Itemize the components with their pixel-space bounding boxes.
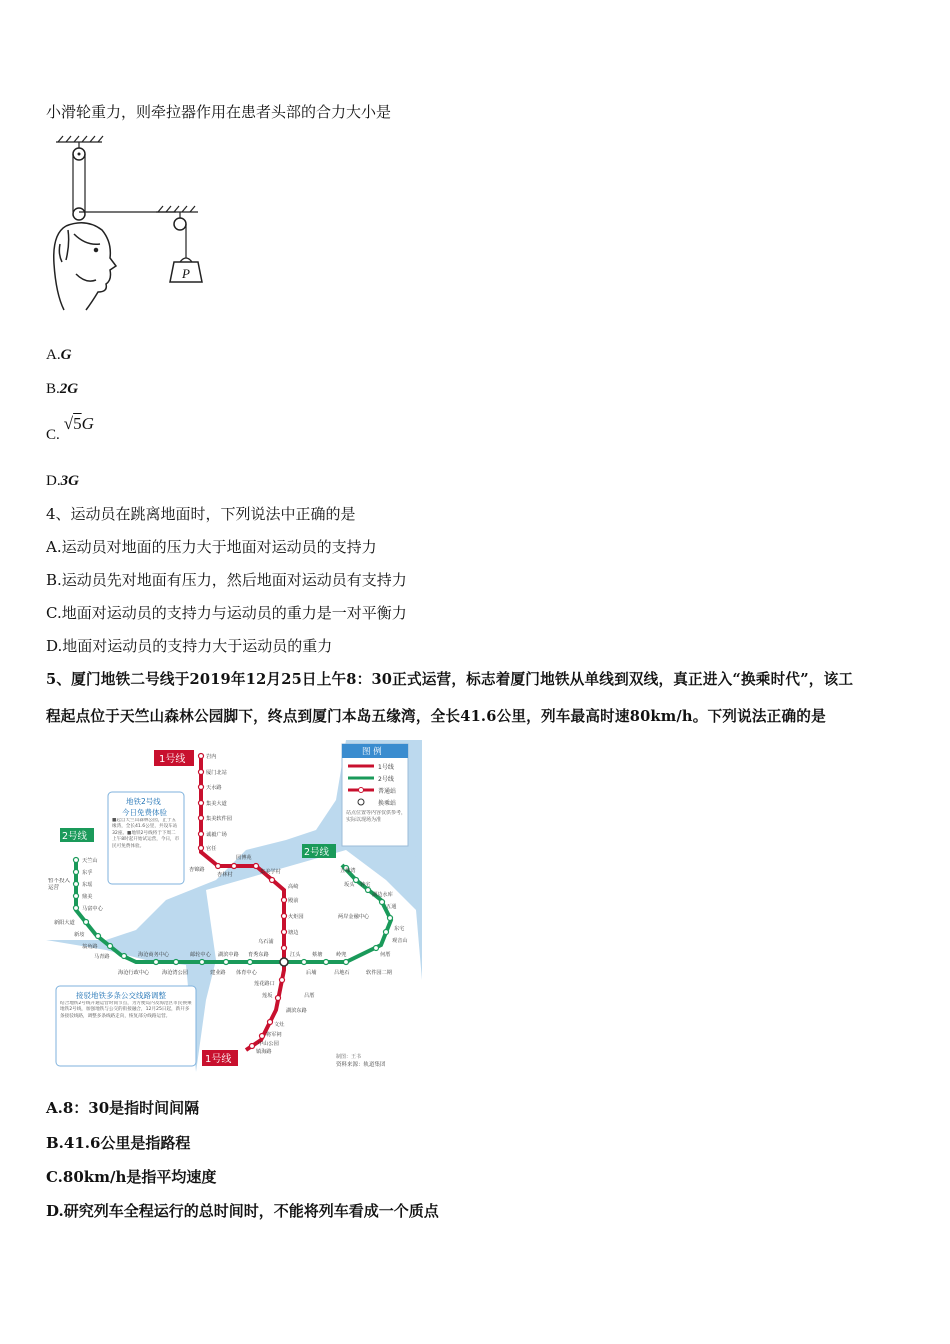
option-letter: D. [46,473,61,489]
station-label: 五缘湾 [340,868,356,874]
legend-title: 图 例 [362,747,382,757]
ceiling-support [56,136,103,148]
q5-option-d[interactable]: D.研究列车全程运行的总时间时，不能将列车看成一个质点 [46,1202,439,1220]
sqrt-symbol: √5 [63,414,82,433]
option-letter: C. [46,427,60,443]
station-label: 诚毅广场 [206,832,227,838]
station-label: 殿前 [288,898,299,904]
station-label: 集美软件园 [206,816,232,822]
station-label: 体育中心 [236,970,257,976]
line2-label-right: 2号线 [304,847,330,858]
station-label: 鼎美 [82,894,93,900]
station-label: 将军祠 [266,1032,282,1038]
option-letter: B. [46,381,60,397]
map-credit: 制图：王书 [336,1054,362,1060]
station-label: 海沧行政中心 [118,970,150,976]
station-label: 湖边水库 [372,892,393,898]
station-label: 文灶 [274,1022,285,1028]
q3-option-b[interactable] [46,378,78,399]
legend-note: 站点位置等内容仅供参考，实际以现场为准 [346,810,406,823]
station-label: 蔡塘 [312,952,323,958]
station-label: 湖滨中路 [218,952,239,958]
patient-head [54,223,116,310]
station-label: 观音山 [392,938,408,944]
right-support [156,206,198,218]
q5-option-c[interactable]: C.80km/h是指平均速度 [46,1168,217,1186]
option-value: 3G [60,473,79,489]
option-value: 2G [59,381,79,397]
station-label: 集美学村 [260,869,281,875]
station-label: 火炬园 [288,914,304,920]
station-label: 东瑶 [82,882,93,888]
station-label: 莲坂 [262,993,273,999]
station-label: 建业路 [210,970,226,976]
station-label: 中山公园 [258,1041,279,1047]
station-label: 高崎 [288,884,299,890]
line1-label-bottom: 1号线 [205,1054,232,1065]
station-label: 园博苑 [236,855,252,861]
side-note: 暂不投入运营 [48,878,70,891]
q4-option-a[interactable]: A.运动员对地面的压力大于地面对运动员的支持力 [46,538,377,556]
option-value: G [60,347,72,363]
station-label: 东宅 [394,926,405,932]
option-value: G [81,414,94,433]
station-label: 官任 [206,846,217,852]
q3-stem-tail: 小滑轮重力，则牵拉器作用在患者头部的合力大小是 [46,103,392,121]
station-label: 软件园二期 [366,970,392,976]
station-label: 天竺山 [82,858,98,864]
station-label: 五通 [386,904,397,910]
option-letter: A. [46,347,61,363]
q5-option-a[interactable]: A.8：30是指时间间隔 [46,1099,200,1117]
station-label: 厦门北站 [206,770,227,776]
station-label: 天水路 [206,785,222,791]
weight-label: P [182,266,190,281]
q4-stem: 4、运动员在跳离地面时，下列说法中正确的是 [46,505,356,523]
station-label: 岩内 [206,754,217,760]
station-label: 岭兜 [336,952,347,958]
q4-option-b[interactable]: B.运动员先对地面有压力，然后地面对运动员有支持力 [46,571,407,589]
station-label: 吕厝 [304,993,315,999]
info-subtitle: 今日免费体验 [122,808,167,817]
station-label: 马富中心 [82,906,103,912]
line1-label-top: 1号线 [159,754,186,765]
q5-option-b[interactable]: B.41.6公里是指路程 [46,1134,191,1152]
station-label: 邮轮中心 [190,952,211,958]
legend-item-station: 普通站 [378,788,397,795]
interchange-station [280,958,288,966]
q4-option-c[interactable]: C.地面对运动员的支持力与运动员的重力是一对平衡力 [46,604,407,622]
station-label: 钟宅 [360,882,371,888]
station-label: 海沧湾公园 [162,970,188,976]
bus-title: 接驳地铁多条公交线路调整 [76,991,166,1000]
bus-body: 结合地铁2号线开通运营时间节点，为方便岛内及海沧区市民换乘地铁2号线，加强地铁与公交的衔接融合，12月25日起，新开多条接驳线路，调整多条线路走向，恢复部分线路运营。 [60,1001,192,1019]
xiamen-metro-map [46,740,422,1072]
station-label: 乌石浦 [258,939,274,945]
q3-option-c[interactable] [46,414,94,443]
right-pulley [174,218,186,230]
station-label: 莲花路口 [254,981,275,987]
station-label: 杏锦路 [189,867,205,873]
station-label: 育秀东路 [248,952,269,958]
station-label: 两岸金融中心 [338,914,370,920]
station-label: 江头 [290,952,301,958]
station-label: 杏林村 [217,872,233,878]
sqrt-radicand: 5 [73,414,82,433]
station-label: 后埔 [306,970,317,976]
station-label: 镇海路 [256,1049,272,1055]
line2-label-left: 2号线 [62,831,88,842]
station-label: 东孚 [82,870,93,876]
station-label: 翁角路 [82,944,98,950]
q3-option-d[interactable] [46,470,79,491]
station-label: 何厝 [380,952,391,958]
traction-device-figure [46,134,206,320]
map-source: 资料来源：轨道集团 [336,1062,386,1068]
station-label: 新阳大道 [54,920,75,926]
q4-option-d[interactable]: D.地面对运动员的支持力大于运动员的重力 [46,637,333,655]
station-label: 新垵 [74,932,85,938]
q3-option-a[interactable] [46,344,71,365]
info-body: ■起自天竺山森林公园，止于五缘湾，全长41.6公里，共设车站32座。■地铁2号线将于下周二上午8时起开始试运营，今日，市民可免费体验。 [112,818,180,849]
legend-item-line2: 2号线 [378,776,394,783]
station-label: 坂头 [344,882,355,888]
station-label: 塘边 [288,930,299,936]
legend-item-interchange: 换乘站 [378,800,397,807]
station-label: 马青路 [94,954,110,960]
info-title: 地铁2号线 [126,797,161,806]
legend-item-line1: 1号线 [378,764,394,771]
station-label: 吕地石 [334,970,350,976]
station-label: 湖滨东路 [286,1008,307,1014]
station-label: 海沧商务中心 [138,952,170,958]
q5-stem-line2: 程起点位于天竺山森林公园脚下，终点到厦门本岛五缘湾，全长41.6公里，列车最高时速80km/h。下列说法正确的是 [46,708,826,725]
q5-stem-line1: 5、厦门地铁二号线于2019年12月25日上午8：30正式运营，标志着厦门地铁从单线到双线，真正进入“换乘时代”，该工 [46,671,854,688]
station-label: 集美大道 [206,801,227,807]
head-pulley [73,208,85,220]
